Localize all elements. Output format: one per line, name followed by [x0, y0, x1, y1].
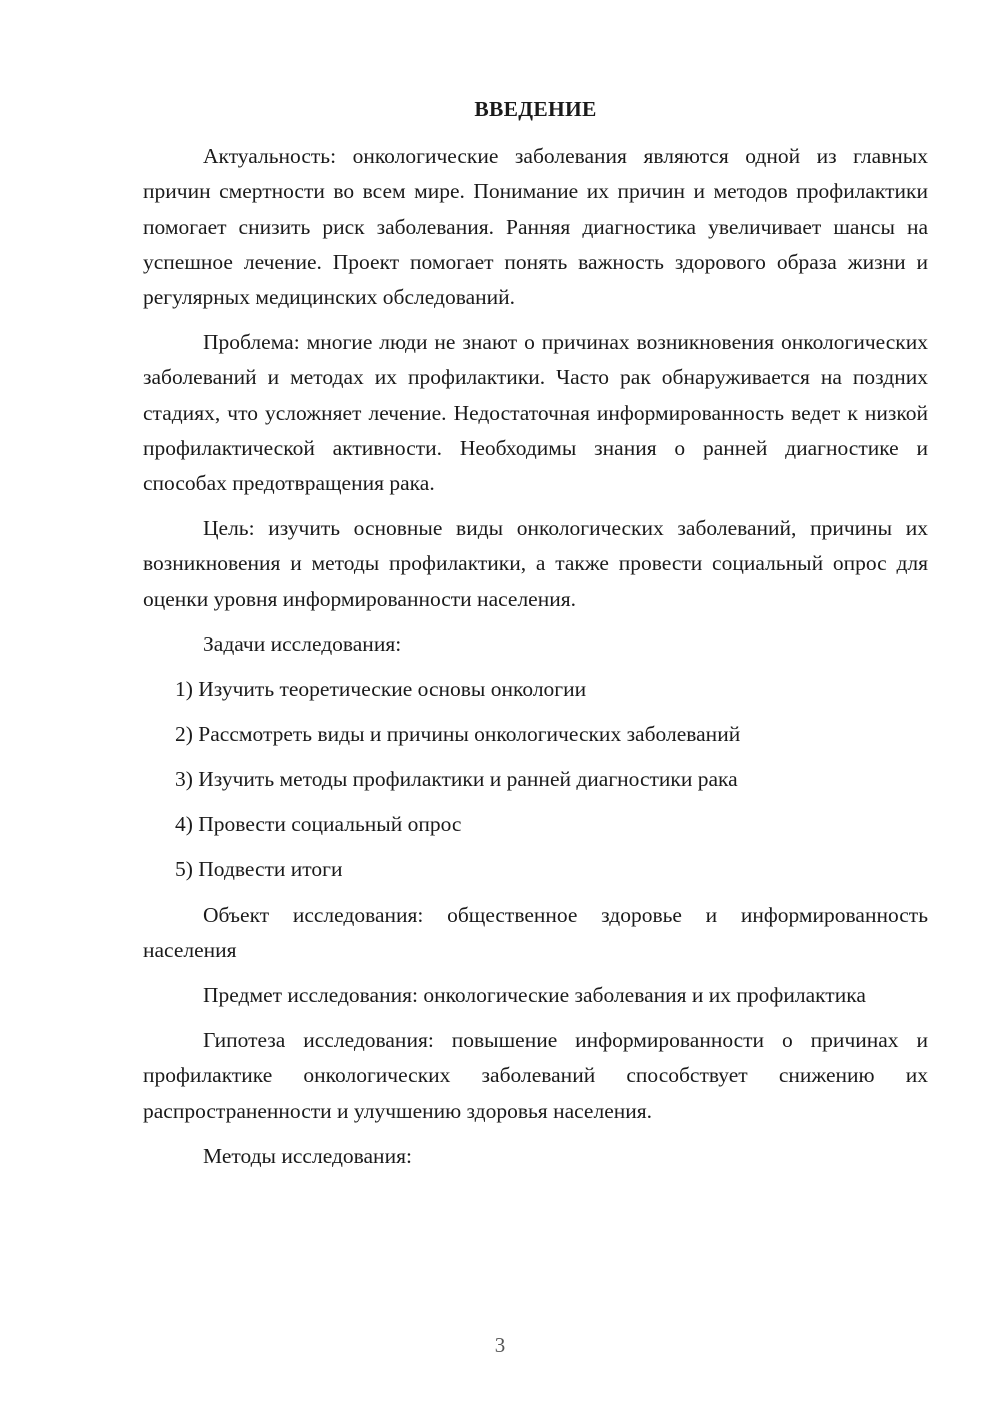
page-title: ВВЕДЕНИЕ [474, 97, 597, 121]
paragraph-subject: Предмет исследования: онкологические заболевания и их профилактика [203, 983, 866, 1008]
paragraph-hypothesis: Гипотеза исследования: повышение информированности о причинах и профилактике онкологических заболеваний способствует снижению их распространенности и улучшению здоровья населения. [143, 1028, 928, 1123]
paragraph-problem: Проблема: многие люди не знают о причинах возникновения онкологических заболеваний и методах их профилактики. Часто рак обнаруживается на поздних стадиях, что усложняет лечение. Недостаточная информированность ведет к низкой профилактической активности. Необходимы знания о ранней диагностике и способах предотвращения рака. [143, 330, 928, 496]
paragraph-object: Объект исследования: общественное здоровье и информированность населения [143, 902, 928, 962]
tasks-heading: Задачи исследования: [203, 631, 402, 656]
task-item-4: 4) Провести социальный опрос [175, 812, 462, 837]
paragraph-relevance: Актуальность: онкологические заболевания являются одной из главных причин смертности во всем мире. Понимание их причин и методов профилактики помогает снизить риск заболевания. Ранняя диагностика увеличивает шансы на успешное лечение. Проект помогает понять важность здорового образа жизни и регулярных медицинских обследований. [143, 144, 928, 310]
methods-heading: Методы исследования: [203, 1143, 412, 1168]
document-page [143, 92, 928, 1184]
task-item-5: 5) Подвести итоги [175, 857, 343, 882]
task-item-1: 1) Изучить теоретические основы онкологии [175, 677, 587, 702]
page-number: 3 [494, 1333, 506, 1357]
tasks-list [143, 672, 928, 888]
task-item-2: 2) Рассмотреть виды и причины онкологических заболеваний [175, 722, 741, 747]
task-item-3: 3) Изучить методы профилактики и ранней диагностики рака [175, 767, 738, 792]
paragraph-goal: Цель: изучить основные виды онкологических заболеваний, причины их возникновения и методы профилактики, а также провести социальный опрос для оценки уровня информированности населения. [143, 516, 928, 611]
